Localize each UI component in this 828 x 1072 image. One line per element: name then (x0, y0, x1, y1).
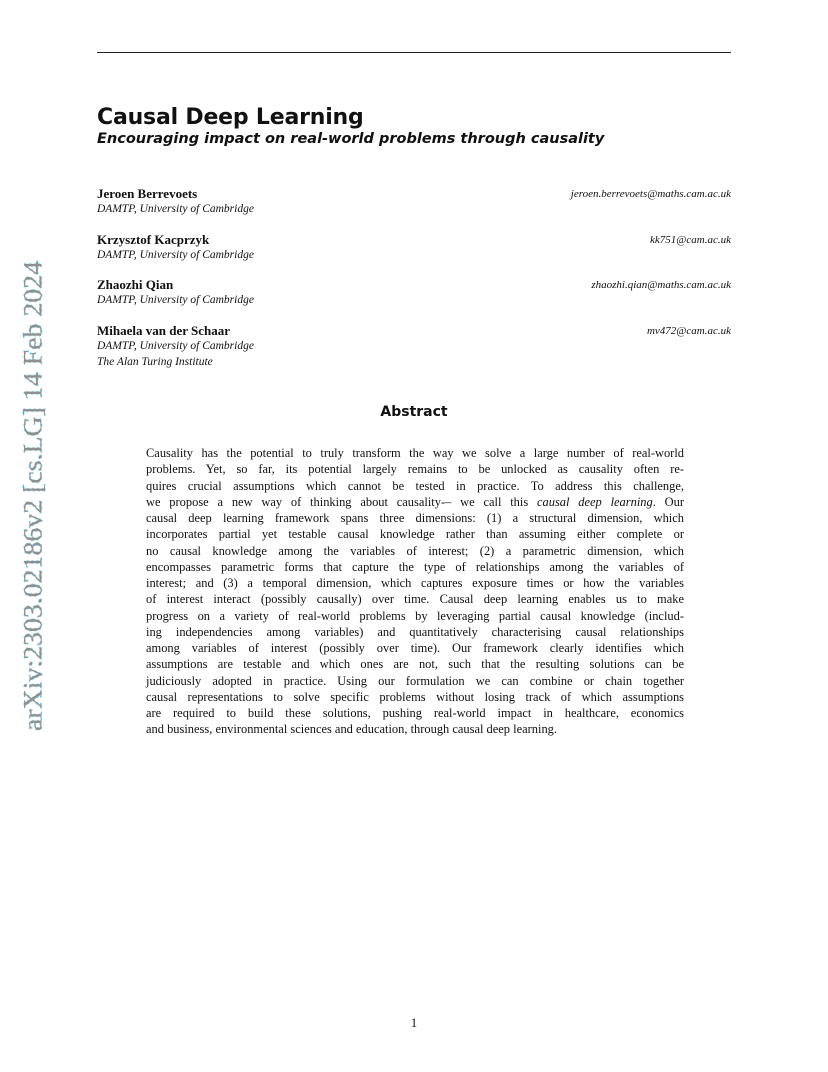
abstract-line: incorporates partial yet testable causal knowledge rather than assuming either complete or (146, 527, 684, 542)
paper-title: Causal Deep Learning (97, 105, 364, 130)
abstract-line-tail: . Our (652, 494, 684, 509)
author-name: Mihaela van der Schaar (97, 323, 231, 338)
abstract-line: no causal knowledge among the variables of interest; (2) a parametric dimension, which (146, 543, 684, 558)
author-block (97, 323, 731, 370)
arxiv-identifier-stamp[interactable] (14, 258, 52, 734)
author-email[interactable]: zhaozhi.qian@maths.cam.ac.uk (591, 279, 731, 291)
arxiv-identifier-text: arXiv:2303.02186v2 [cs.LG] 14 Feb 2024 (18, 291, 48, 731)
author-affiliation: DAMTP, University of Cambridge (97, 294, 254, 306)
author-block (97, 232, 731, 264)
abstract-line: assumptions are testable and which ones are not, such that the resulting solutions can be (146, 657, 684, 672)
author-affiliation: DAMTP, University of Cambridge (97, 340, 254, 352)
abstract-line: are required to build these solutions, pushing real-world impact in healthcare, economics (146, 706, 684, 720)
abstract-line: quires crucial assumptions which cannot be tested in practice. To address this challenge, (146, 478, 684, 493)
author-block (97, 277, 731, 309)
abstract-line: of interest interact (possibly causally) over time. Causal deep learning enables us to make (146, 592, 684, 607)
author-email[interactable]: kk751@cam.ac.uk (650, 234, 731, 246)
abstract-heading: Abstract (380, 404, 448, 420)
top-rule (97, 52, 731, 53)
abstract-line (146, 494, 684, 510)
abstract-line: among variables of interest (possibly over time). Our framework clearly identifies which (146, 641, 684, 655)
page-number: 1 (410, 1016, 418, 1030)
author-name: Zhaozhi Qian (97, 277, 174, 292)
abstract-line: causal representations to solve specific problems without losing track of which assumptions (146, 689, 684, 704)
abstract-line: progress on a variety of real-world problems by leveraging partial causal knowledge (includ- (146, 608, 684, 623)
abstract-line: interest; and (3) a temporal dimension, which captures exposure times or how the variables (146, 576, 684, 590)
abstract-line: ing independencies among variables) and quantitatively characterising causal relationships (146, 624, 684, 639)
author-affiliation: DAMTP, University of Cambridge (97, 249, 254, 261)
abstract-body (146, 445, 684, 738)
abstract-line: Causality has the potential to truly transform the way we solve a large number of real-world (146, 446, 684, 460)
abstract-line: and business, environmental sciences and education, through causal deep learning. (146, 722, 557, 737)
author-email[interactable]: jeroen.berrevoets@maths.cam.ac.uk (570, 188, 731, 200)
abstract-line: encompasses parametric forms that capture the type of relationships among the variables of (146, 559, 684, 574)
emphasis-term: causal deep learning (537, 494, 653, 509)
author-affiliation: DAMTP, University of Cambridge (97, 203, 254, 215)
author-affiliation: The Alan Turing Institute (97, 355, 213, 368)
author-name: Krzysztof Kacprzyk (97, 232, 210, 247)
abstract-line: judiciously adopted in practice. Using our formulation we can combine or chain together (146, 673, 684, 688)
abstract-line: problems. Yet, so far, its potential largely remains to be unlocked as causality often re- (146, 462, 684, 477)
author-email[interactable]: mv472@cam.ac.uk (646, 325, 731, 337)
abstract-line: causal deep learning framework spans three dimensions: (1) a structural dimension, which (146, 511, 684, 525)
author-block (97, 186, 731, 218)
paper-subtitle: Encouraging impact on real-world problems through causality (97, 131, 605, 147)
author-name: Jeroen Berrevoets (97, 186, 198, 201)
abstract-line-text: we propose a new way of thinking about causality-– we call this (146, 494, 537, 509)
